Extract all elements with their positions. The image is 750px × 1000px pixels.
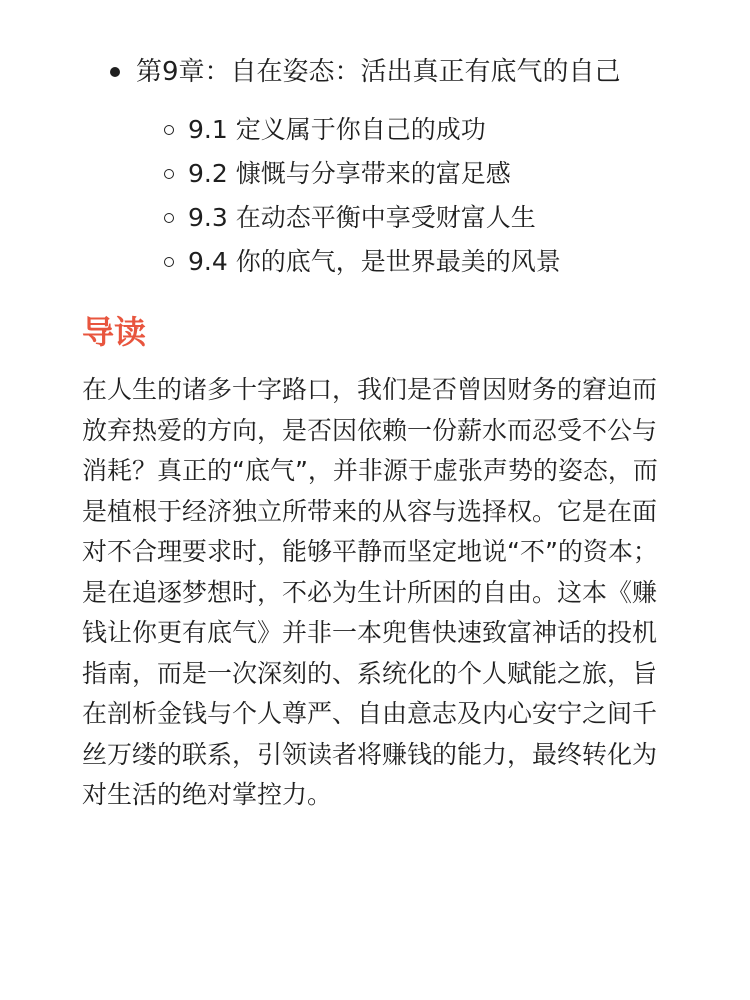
section-label: 9.3 在动态平衡中享受财富人生 xyxy=(188,203,536,232)
chapter-list-item xyxy=(110,52,730,92)
bullet-disc-icon xyxy=(110,67,120,77)
section-label: 9.4 你的底气，是世界最美的风景 xyxy=(188,247,561,276)
section-label: 9.1 定义属于你自己的成功 xyxy=(188,115,486,144)
section-list-item xyxy=(164,152,724,196)
section-list xyxy=(164,108,724,284)
bullet-circle-icon xyxy=(164,125,174,135)
intro-paragraph: 在人生的诸多十字路口，我们是否曾因财务的窘迫而放弃热爱的方向，是否因依赖一份薪水而忍受不公与消耗？真正的“底气”，并非源于虚张声势的姿态，而是植根于经济独立所带来的从容与选择权。它是在面对不合理要求时，能够平静而坚定地说“不”的资本；是在追逐梦想时，不必为生计所困的自由。这本《赚钱让你更有底气》并非一本兜售快速致富神话的投机指南，而是一次深刻的、系统化的个人赋能之旅，旨在剖析金钱与个人尊严、自由意志及内心安宁之间千丝万缕的联系，引领读者将赚钱的能力，最终转化为对生活的绝对掌控力。 xyxy=(82,375,658,809)
chapter-entry xyxy=(110,52,730,92)
intro-heading: 导读 xyxy=(82,313,147,351)
chapter-title: 第9章：自在姿态：活出真正有底气的自己 xyxy=(136,57,621,87)
bullet-circle-icon xyxy=(164,213,174,223)
section-list-item xyxy=(164,108,724,152)
bullet-circle-icon xyxy=(164,169,174,179)
bullet-circle-icon xyxy=(164,257,174,267)
section-list-item xyxy=(164,196,724,240)
section-label: 9.2 慷慨与分享带来的富足感 xyxy=(188,159,511,188)
section-list-item xyxy=(164,240,724,284)
